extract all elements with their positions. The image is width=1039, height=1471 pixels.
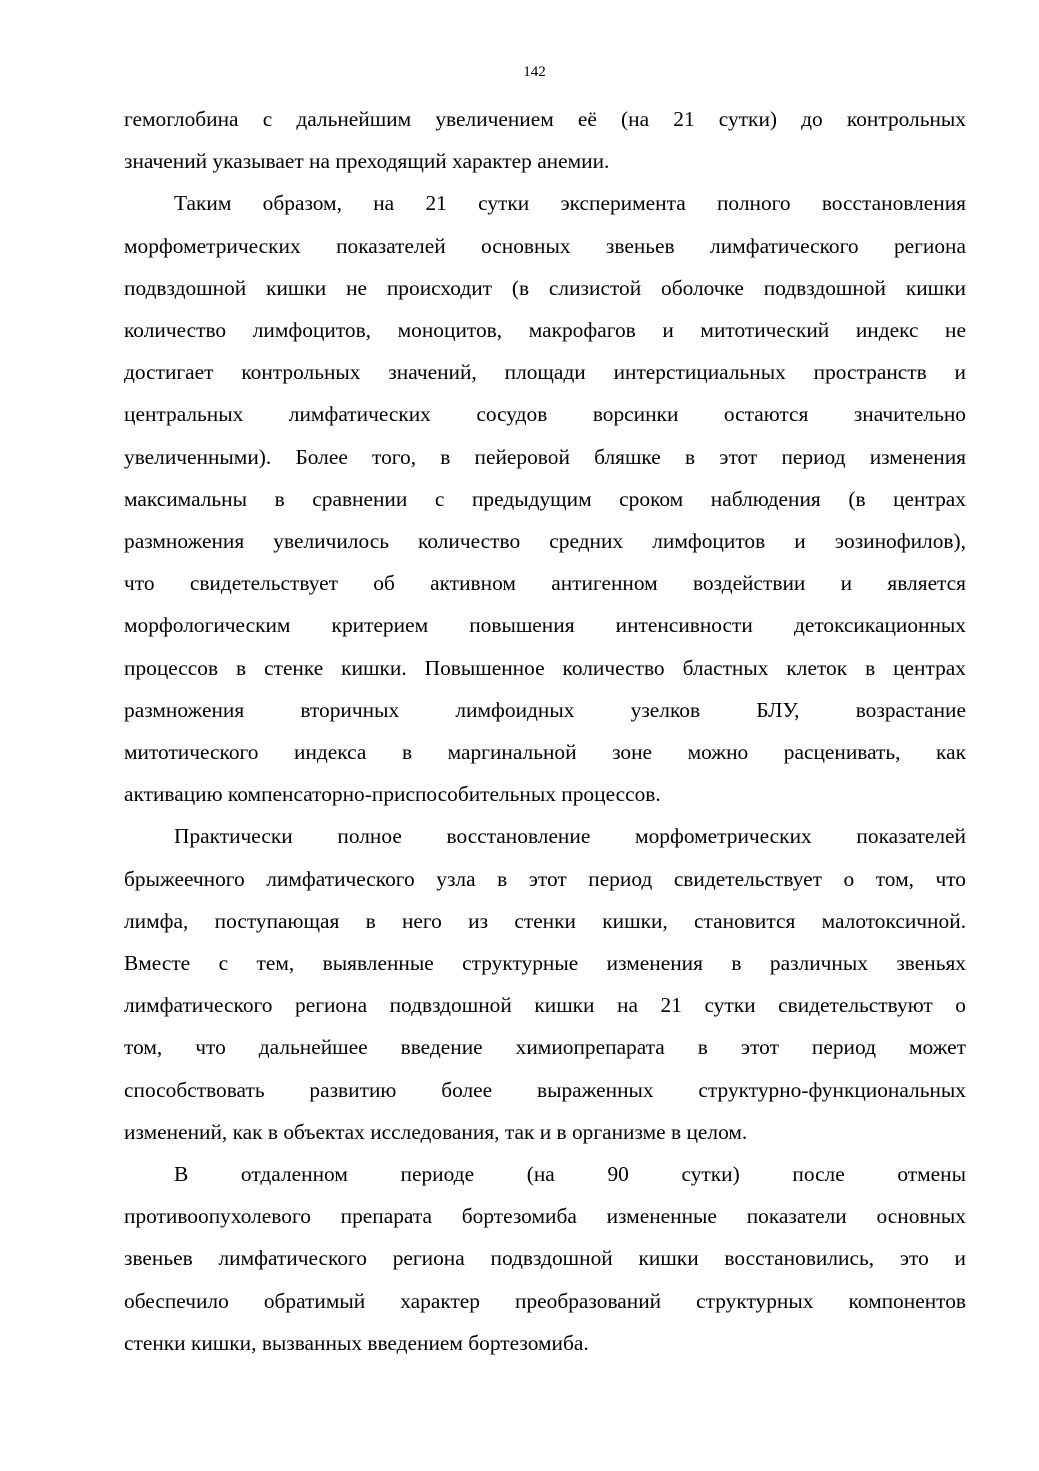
text-line: лимфатического региона подвздошной кишки на 21 сутки свидетельствуют о xyxy=(124,993,966,1018)
text-line: Вместе с тем, выявленные структурные изменения в различных звеньях xyxy=(124,951,966,976)
text-line: изменений, как в объектах исследования, так и в организме в целом. xyxy=(124,1119,748,1144)
text-line: Практически полное восстановление морфометрических показателей xyxy=(174,824,966,849)
text-line: что свидетельствует об активном антигенном воздействии и является xyxy=(124,571,966,596)
text-line: достигает контрольных значений, площади интерстициальных пространств и xyxy=(124,360,966,385)
text-line: брыжеечного лимфатического узла в этот период свидетельствует о том, что xyxy=(124,866,966,891)
text-line: стенки кишки, вызванных введением бортезомиба. xyxy=(124,1330,589,1355)
text-line: количество лимфоцитов, моноцитов, макрофагов и митотический индекс не xyxy=(124,318,966,343)
text-line: лимфа, поступающая в него из стенки кишки, становится малотоксичной. xyxy=(124,908,966,933)
text-line: центральных лимфатических сосудов ворсинки остаются значительно xyxy=(124,402,966,427)
text-line: морфометрических показателей основных звеньев лимфатического региона xyxy=(124,233,966,258)
text-line: увеличенными). Более того, в пейеровой бляшке в этот период изменения xyxy=(124,444,966,469)
text-line: значений указывает на преходящий характер анемии. xyxy=(124,149,610,174)
text-line: митотического индекса в маргинальной зоне можно расценивать, как xyxy=(124,740,966,765)
text-line: В отдаленном периоде (на 90 сутки) после отмены xyxy=(174,1162,966,1187)
body-text xyxy=(124,98,966,1364)
text-line: обеспечило обратимый характер преобразований структурных компонентов xyxy=(124,1288,966,1313)
text-line: противоопухолевого препарата бортезомиба измененные показатели основных xyxy=(124,1204,966,1229)
text-line: активацию компенсаторно-приспособительных процессов. xyxy=(124,782,661,807)
text-line: размножения вторичных лимфоидных узелков БЛУ, возрастание xyxy=(124,697,966,722)
text-line: процессов в стенке кишки. Повышенное количество бластных клеток в центрах xyxy=(124,655,966,680)
text-line: том, что дальнейшее введение химиопрепарата в этот период может xyxy=(124,1035,966,1060)
text-line: размножения увеличилось количество средних лимфоцитов и эозинофилов), xyxy=(124,529,966,554)
text-line: звеньев лимфатического региона подвздошной кишки восстановились, это и xyxy=(124,1246,966,1271)
text-line: морфологическим критерием повышения интенсивности детоксикационных xyxy=(124,613,966,638)
text-line: Таким образом, на 21 сутки эксперимента полного восстановления xyxy=(174,191,966,216)
text-line: подвздошной кишки не происходит (в слизистой оболочке подвздошной кишки xyxy=(124,275,966,300)
text-line: способствовать развитию более выраженных структурно-функциональных xyxy=(124,1077,966,1102)
page-number: 142 xyxy=(523,64,546,80)
text-line: гемоглобина с дальнейшим увеличением её (на 21 сутки) до контрольных xyxy=(124,107,966,131)
text-line: максимальны в сравнении с предыдущим сроком наблюдения (в центрах xyxy=(124,486,966,511)
